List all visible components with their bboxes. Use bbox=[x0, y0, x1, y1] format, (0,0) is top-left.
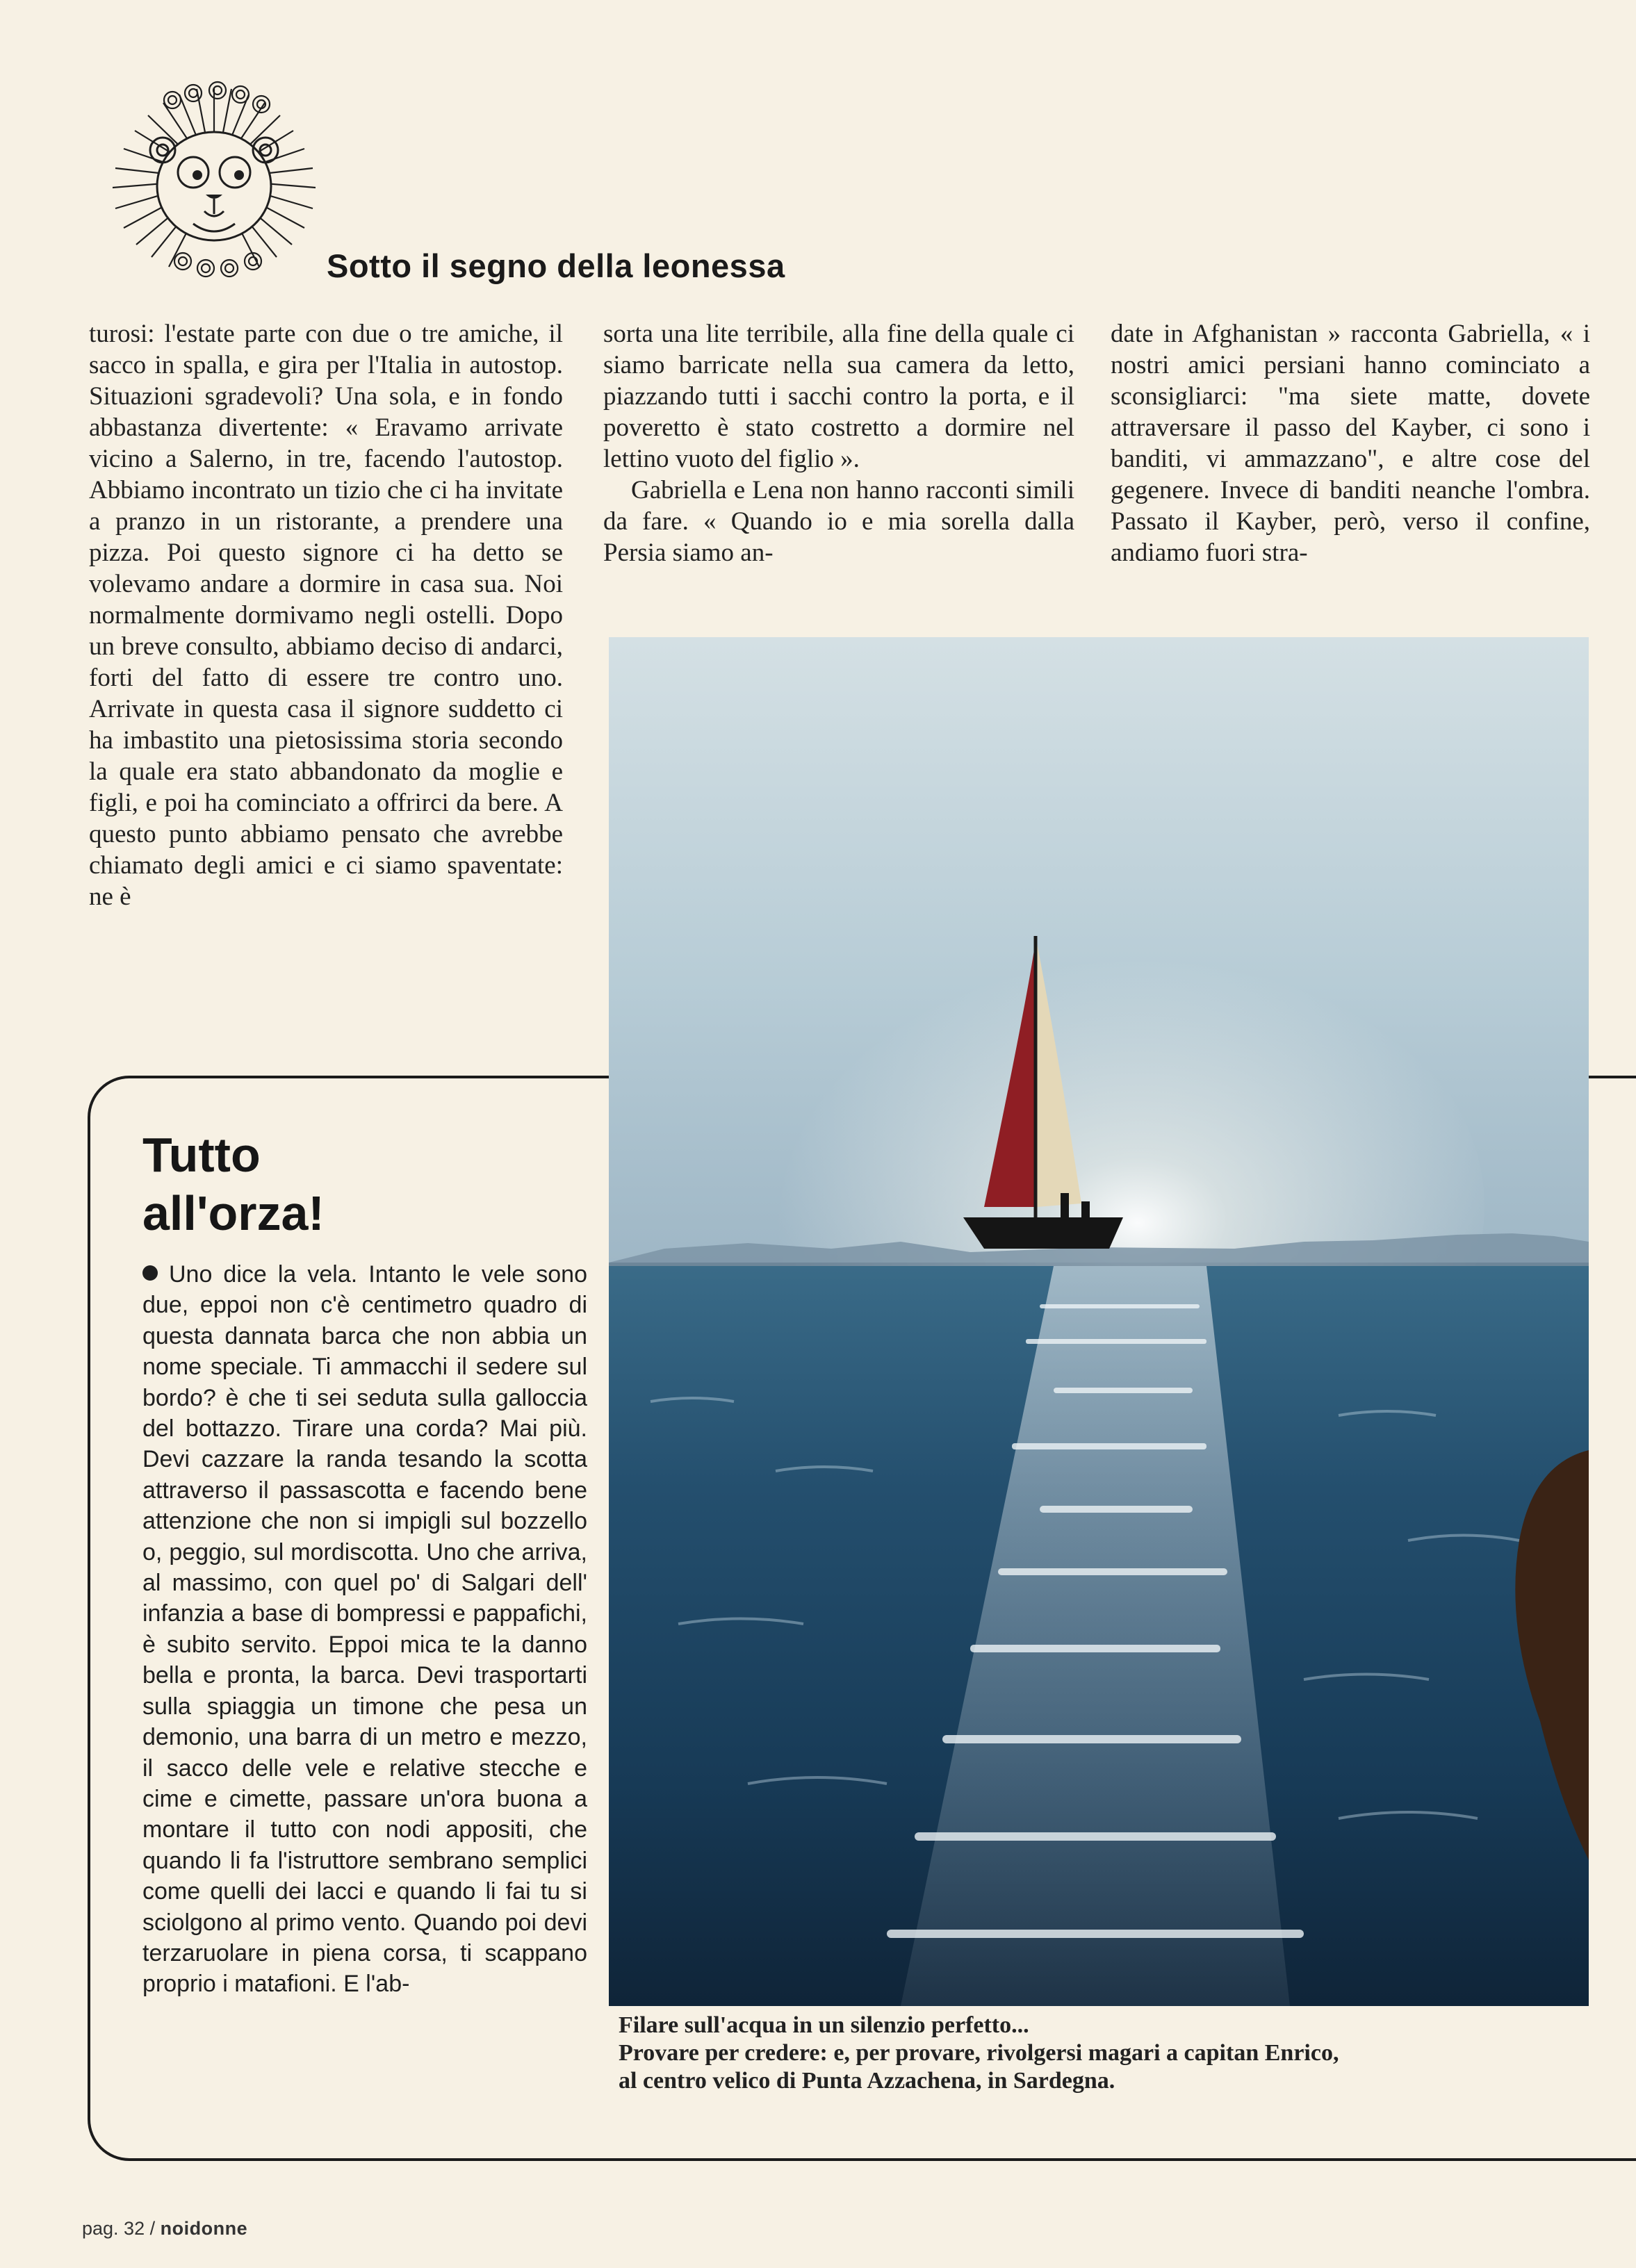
article-column-3 bbox=[1111, 318, 1590, 638]
caption-line-1: Filare sull'acqua in un silenzio perfetto... bbox=[619, 2012, 1029, 2038]
magazine-brand: noidonne bbox=[160, 2218, 248, 2239]
sailboat-photo bbox=[609, 637, 1589, 2006]
photo-caption bbox=[619, 2012, 1619, 2095]
sidebar-title bbox=[142, 1126, 532, 1242]
sidebar-body-text: Uno dice la vela. Intanto le vele sono due, eppoi non c'è centimetro quadro di questa dannata barca che non abbia un nome speciale. Ti ammacchi il sedere sul bordo? è che ti sei seduta sulla galloccia del bottazzo. Tirare una corda? Mai più. Devi cazzare la randa tesando la scotta attraverso il passascotta e facendo bene attenzione che non si impigli sul bozzello o, peggio, sul mordiscotta. Uno che arriva, al massimo, con quel po' di Salgari dell' infanzia a base di bompressi e pappafichi, è subito servito. Eppoi mica te la danno bella e pronta, la barca. Devi trasportarti sulla spiaggia un timone che pesa un demonio, una barra di un metro e mezzo, il sacco delle vele e relative stecche e cime e cimette, passare un'ora buona a montare il tutto con nodi appositi, che quando li fa l'istruttore sembrano semplici come quelli dei lacci e quando li fai tu si sciolgono al primo vento. Quando poi devi terzaruolare in piena corsa, ti scappano proprio i matafioni. E l'ab- bbox=[142, 1261, 587, 1998]
column-2-paragraph-2: Gabriella e Lena non hanno racconti simili da fare. « Quando io e mia sorella dalla Persia siamo an- bbox=[603, 476, 1074, 567]
bullet-icon bbox=[142, 1265, 158, 1281]
article-column-1 bbox=[89, 318, 563, 1034]
column-2-paragraph-1: sorta una lite terribile, alla fine della quale ci siamo barricate nella sua camera da letto, piazzando tutti i sacchi contro la porta, e il poveretto è stato costretto a dormire nel lettino vuoto del figlio ». bbox=[603, 320, 1074, 473]
column-3-paragraph: date in Afghanistan » racconta Gabriella, « i nostri amici persiani hanno cominciato a sconsigliarci: "ma siete matte, dovete attraversare il passo del Kayber, ci sono i banditi, vi ammazzano", e altre cose del gegenere. Invece di banditi neanche l'ombra. Passato il Kayber, però, verso il confine, andiamo fuori stra- bbox=[1111, 320, 1590, 567]
sidebar-title-line-2: all'orza! bbox=[142, 1186, 325, 1240]
sidebar-title-line-1: Tutto bbox=[142, 1128, 261, 1182]
article-column-2 bbox=[603, 318, 1074, 638]
section-heading: Sotto il segno della leonessa bbox=[327, 247, 785, 284]
sidebar-body bbox=[142, 1259, 587, 2114]
page-number: pag. 32 / bbox=[82, 2218, 156, 2239]
caption-line-2: Provare per credere: e, per provare, rivolgersi magari a capitan Enrico, bbox=[619, 2040, 1339, 2066]
column-1-paragraph: turosi: l'estate parte con due o tre amiche, il sacco in spalla, e gira per l'Italia in autostop. Situazioni sgradevoli? Una sola, e in fondo abbastanza divertente: « Eravamo arrivate vicino a Salerno, in tre, facendo l'autostop. Abbiamo incontrato un tizio che ci ha invitate a pranzo in un ristorante, a prendere una pizza. Poi questo signore ci ha detto se volevamo andare a dormire in casa sua. Noi normalmente dormivamo negli ostelli. Dopo un breve consulto, abbiamo deciso di andarci, forti del fatto di essere tre contro uno. Arrivate in questa casa il signore suddetto ci ha imbastito una pietosissima storia secondo la quale era stato abbandonato da moglie e figli, e poi ha cominciato a offrirci da bere. A questo punto abbiamo pensato che avrebbe chiamato degli amici e ci siamo spaventate: ne è bbox=[89, 320, 563, 911]
caption-line-3: al centro velico di Punta Azzachena, in Sardegna. bbox=[619, 2068, 1115, 2094]
page-footer bbox=[82, 2218, 247, 2240]
lion-head-icon bbox=[89, 75, 339, 284]
